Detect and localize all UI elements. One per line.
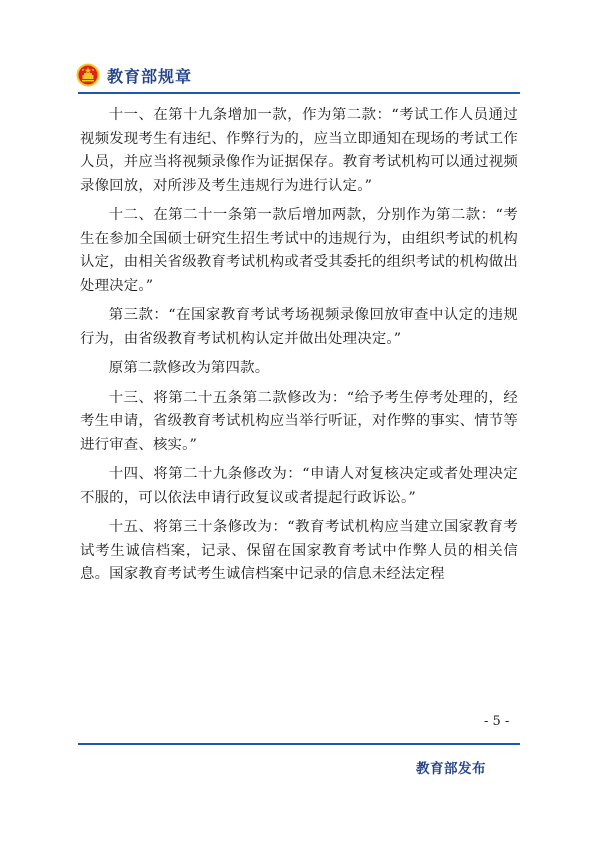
footer-divider [78,743,520,745]
header-title: 教育部规章 [107,66,193,86]
paragraph: 十二、在第二十一条第一款后增加两款，分别作为第二款：“考生在参加全国硕士研究生招生考试中的违规行为，由组织考试的机构认定，由相关省级教育考试机构或者受其委托的组织考试的机构做出处理决定。” [80,207,518,294]
footer-publisher: 教育部发布 [416,761,486,777]
header [76,62,192,88]
paragraph: 十五、将第三十条修改为：“教育考试机构应当建立国家教育考试考生诚信档案，记录、保留在国家教育考试中作弊人员的相关信息。国家教育考试考生诚信档案中记录的信息未经法定程 [80,519,518,582]
national-emblem-icon [76,63,100,87]
document-body [80,104,518,593]
paragraph: 原第二款修改为第四款。 [108,360,270,376]
paragraph: 十一、在第十九条增加一款，作为第二款：“考试工作人员通过视频发现考生有违纪、作弊行为的，应当立即通知在现场的考试工作人员，并应当将视频录像作为证据保存。教育考试机构可以通过视频录像回放，对所涉及考生违规行为进行认定。” [80,107,518,194]
page-number: - 5 - [484,714,510,729]
paragraph: 十三、将第二十五条第二款修改为：“给予考生停考处理的，经考生申请，省级教育考试机构应当举行听证，对作弊的事实、情节等进行审查、核实。” [80,389,518,453]
paragraph: 第三款：“在国家教育考试考场视频录像回放审查中认定的违规行为，由省级教育考试机构认定并做出处理决定。” [80,307,518,347]
paragraph: 十四、将第二十九条修改为：“申请人对复核决定或者处理决定不服的，可以依法申请行政复议或者提起行政诉讼。” [80,466,518,506]
header-divider [78,92,520,94]
